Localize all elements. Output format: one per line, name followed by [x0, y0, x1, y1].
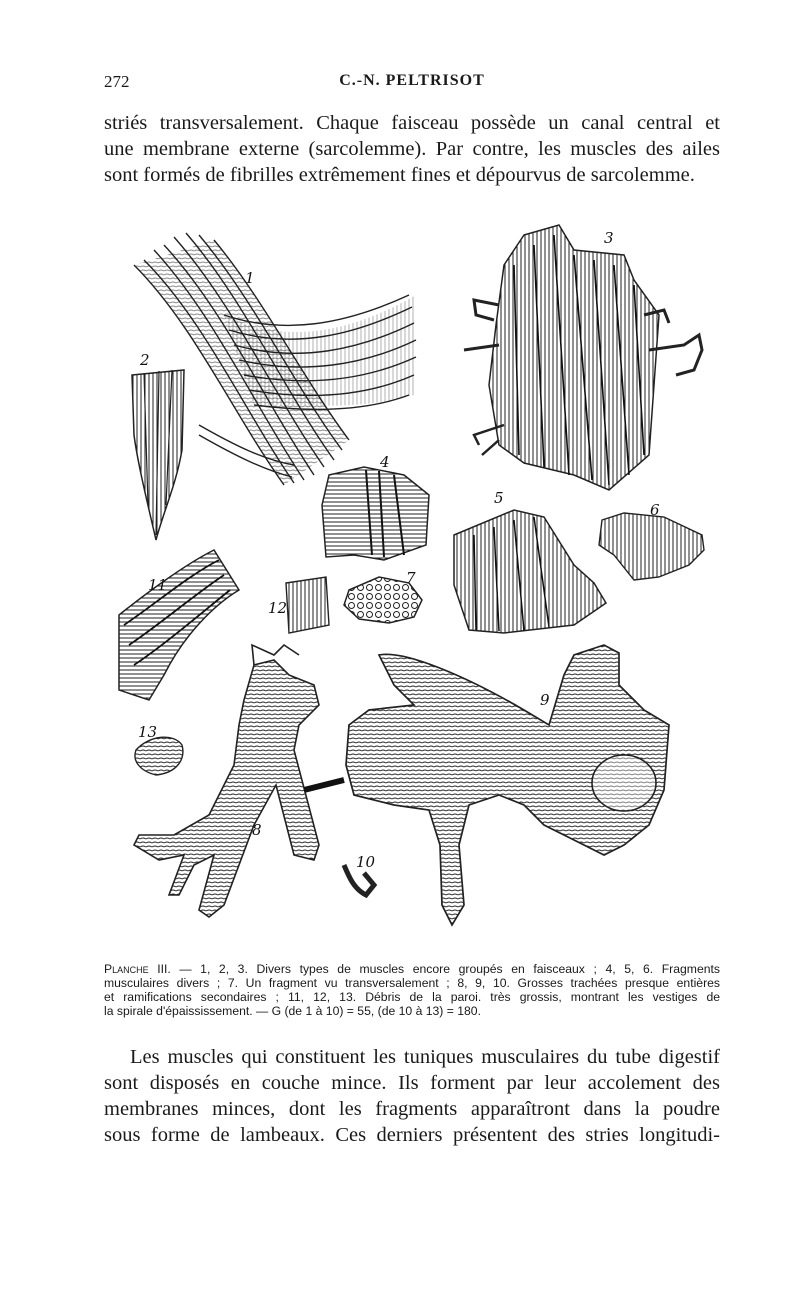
- caption-line: [104, 962, 720, 976]
- plate-illustration: [104, 205, 720, 955]
- figure-label-13: 13: [138, 723, 158, 741]
- caption-line: et ramifications secondaires ; 11, 12, 13. Débris de la paroi. très grossis, montrant les vestiges de: [104, 990, 720, 1004]
- figure-4-muscle-fragment: [322, 467, 429, 560]
- page-number: 272: [104, 72, 130, 91]
- figure-8-trachea: [134, 645, 319, 917]
- text-line: Les muscles qui constituent les tuniques musculaires du tube digestif: [130, 1046, 720, 1068]
- figure-label-6: 6: [650, 501, 660, 519]
- paragraph-top: [104, 110, 720, 188]
- caption-text: — 1, 2, 3. Divers types de muscles encore groupés en faisceaux ; 4, 5, 6. Fragments: [170, 962, 720, 976]
- figure-label-1: 1: [245, 269, 255, 287]
- figure-label-10: 10: [356, 853, 376, 871]
- figure-label-11: 11: [148, 576, 168, 594]
- figure-label-12: 12: [268, 599, 288, 617]
- running-head: C.-N. PELTRISOT: [339, 72, 485, 89]
- caption-line: la spirale d'épaississement. — G (de 1 à 10) = 55, (de 10 à 13) = 180.: [104, 1004, 481, 1018]
- text-line: sous forme de lambeaux. Ces derniers présentent des stries longitudi-: [104, 1124, 720, 1146]
- plate-label: Planche III.: [104, 962, 171, 976]
- text-line: sont disposés en couche mince. Ils forment par leur accolement des: [104, 1072, 720, 1094]
- figure-5-muscle-fragment: [454, 510, 606, 633]
- figure-11-wall-debris: [119, 550, 239, 700]
- figure-label-2: 2: [140, 351, 150, 369]
- figure-label-3: 3: [604, 229, 614, 247]
- figure-label-8: 8: [252, 821, 262, 839]
- figure-13-spiral-fragment: [135, 737, 183, 775]
- figure-label-9: 9: [540, 691, 550, 709]
- text-line: striés transversalement. Chaque faisceau possède un canal central et: [104, 112, 720, 134]
- plate-drawing: [104, 205, 720, 955]
- text-line: sont formés de fibrilles extrêmement fines et dépourvus de sarcolemme.: [104, 164, 695, 186]
- text-line: membranes minces, dont les fragments apparaîtront dans la poudre: [104, 1098, 720, 1120]
- figure-label-4: 4: [380, 453, 390, 471]
- figure-6-muscle-fragment: [599, 513, 704, 580]
- plate-caption: [104, 962, 720, 1018]
- page-header: [104, 72, 720, 96]
- figure-12-wall-debris: [286, 577, 329, 633]
- figure-2-tapered-fibre: [132, 370, 184, 540]
- figure-label-5: 5: [494, 489, 504, 507]
- text-line: une membrane externe (sarcolemme). Par contre, les muscles des ailes: [104, 138, 720, 160]
- caption-line: musculaires divers ; 7. Un fragment vu transversalement ; 8, 9, 10. Grosses trachées presque entières: [104, 976, 720, 990]
- figure-3-fibre-bundle: [464, 225, 702, 490]
- paragraph-bottom: [104, 1044, 720, 1148]
- figure-9-large-trachea: [304, 645, 669, 925]
- figure-label-7: 7: [406, 569, 416, 587]
